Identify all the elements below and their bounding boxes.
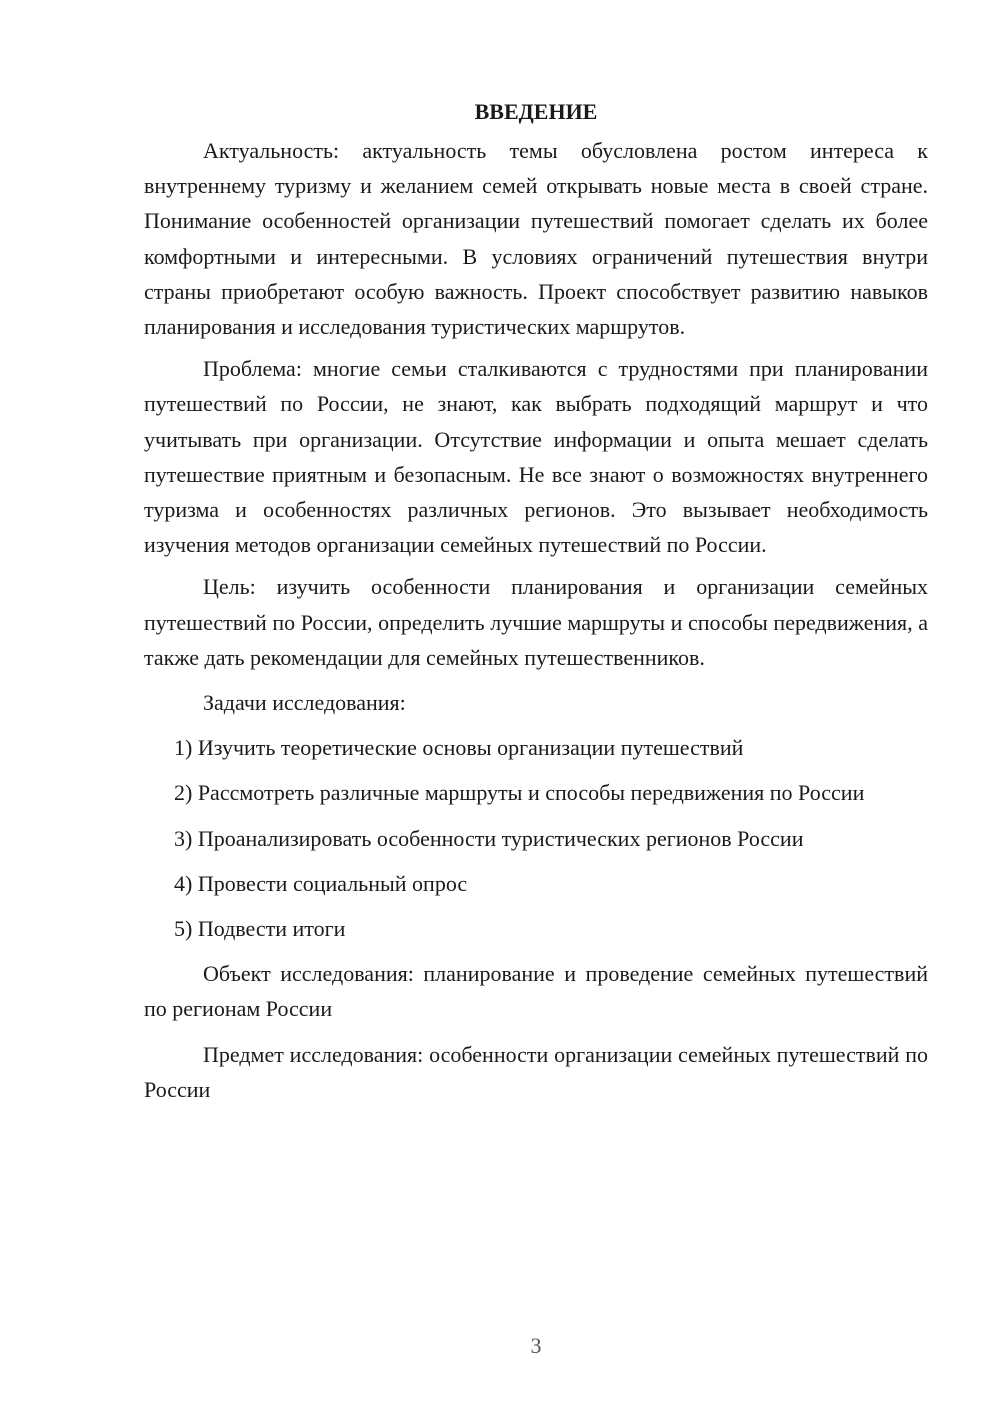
relevance-paragraph: Актуальность: актуальность темы обусловлена ростом интереса к внутреннему туризму и желанием семей открывать новые места в своей стране. Понимание особенностей организации путешествий помогает сделать их более комфортными и интересными. В условиях ограничений путешествия внутри страны приобретают особую важность. Проект способствует развитию навыков планирования и исследования туристических маршрутов. [144, 138, 928, 340]
task-item: 3) Проанализировать особенности туристических регионов России [174, 825, 804, 851]
task-item: 1) Изучить теоретические основы организации путешествий [174, 735, 744, 761]
subject-paragraph: Предмет исследования: особенности организации семейных путешествий по России [144, 1041, 928, 1102]
task-item: 5) Подвести итоги [174, 916, 346, 942]
section-heading: ВВЕДЕНИЕ [474, 99, 598, 124]
tasks-heading: Задачи исследования: [203, 690, 406, 716]
page-number: 3 [530, 1333, 542, 1358]
problem-paragraph: Проблема: многие семьи сталкиваются с трудностями при планировании путешествий по России, не знают, как выбрать подходящий маршрут и что учитывать при организации. Отсутствие информации и опыта мешает сделать путешествие приятным и безопасным. Не все знают о возможностях внутреннего туризма и особенностях различных регионов. Это вызывает необходимость изучения методов организации семейных путешествий по России. [144, 356, 928, 558]
task-item: 2) Рассмотреть различные маршруты и способы передвижения по России [174, 780, 865, 806]
object-paragraph: Объект исследования: планирование и проведение семейных путешествий по регионам России [144, 961, 928, 1022]
page-content [144, 94, 928, 1114]
task-item: 4) Провести социальный опрос [174, 870, 468, 896]
goal-paragraph: Цель: изучить особенности планирования и организации семейных путешествий по России, определить лучшие маршруты и способы передвижения, а также дать рекомендации для семейных путешественников. [144, 574, 928, 670]
